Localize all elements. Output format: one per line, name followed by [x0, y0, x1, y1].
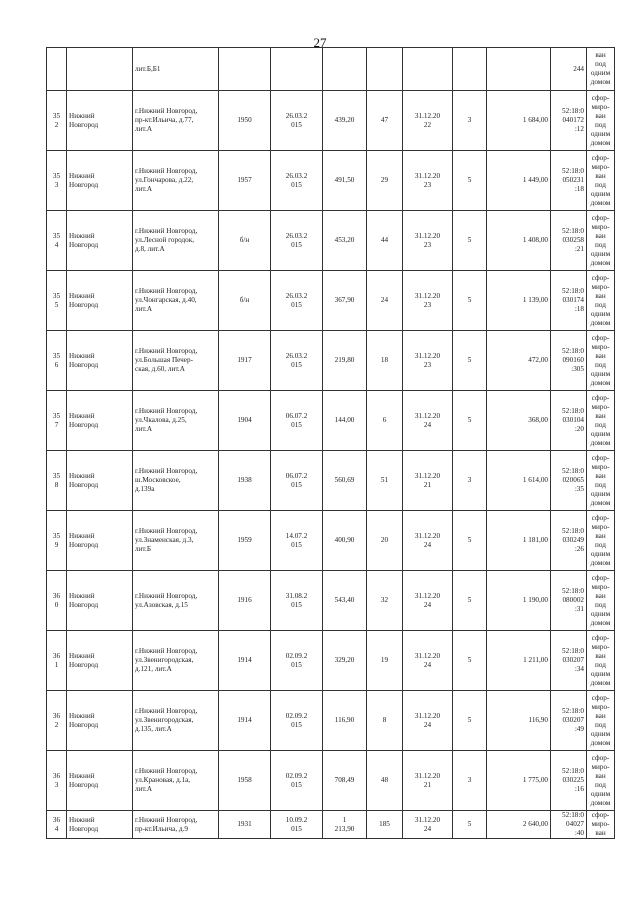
- residents-cell: 24: [367, 271, 403, 331]
- date-cell: 31.08.2 015: [271, 571, 323, 631]
- row-number-cell: 36 4: [47, 811, 67, 839]
- year-cell: 1917: [219, 331, 271, 391]
- stage-cell: 5: [453, 391, 487, 451]
- residents-cell: 29: [367, 151, 403, 211]
- address-cell: г.Нижний Новгород, ул.Знаменская, д.3, лит.Б: [133, 511, 219, 571]
- year-cell: б/н: [219, 271, 271, 331]
- cost-cell: 1 449,00: [487, 151, 551, 211]
- stage-cell: 5: [453, 511, 487, 571]
- cadastral-cell: 52:18:0 030225 :16: [551, 751, 587, 811]
- deadline-cell: 31.12.20 22: [403, 91, 453, 151]
- cadastral-cell: 244: [551, 48, 587, 91]
- address-cell: г.Нижний Новгород, пр-кт.Ильича, д.77, лит.А: [133, 91, 219, 151]
- row-number-cell: 35 7: [47, 391, 67, 451]
- year-cell: 1938: [219, 451, 271, 511]
- city-cell: Нижний Новгород: [67, 691, 133, 751]
- cost-cell: 1 139,00: [487, 271, 551, 331]
- year-cell: 1959: [219, 511, 271, 571]
- year-cell: 1958: [219, 751, 271, 811]
- address-cell: г.Нижний Новгород, ул.Крановая, д.1а, лит.А: [133, 751, 219, 811]
- table-body: [47, 48, 615, 839]
- cadastral-cell: 52:18:0 030207 :49: [551, 691, 587, 751]
- date-cell: 02.09.2 015: [271, 751, 323, 811]
- year-cell: 1931: [219, 811, 271, 839]
- year-cell: 1957: [219, 151, 271, 211]
- deadline-cell: 31.12.20 24: [403, 691, 453, 751]
- stage-cell: 5: [453, 631, 487, 691]
- date-cell: 02.09.2 015: [271, 691, 323, 751]
- note-cell: сфор- миро- ван под одним домом: [587, 451, 615, 511]
- stage-cell: 3: [453, 91, 487, 151]
- residents-cell: 47: [367, 91, 403, 151]
- address-cell: г.Нижний Новгород, ул.Чонгарская, д.40, лит.А: [133, 271, 219, 331]
- cost-cell: 1 614,00: [487, 451, 551, 511]
- cost-cell: 1 190,00: [487, 571, 551, 631]
- row-number-cell: 36 0: [47, 571, 67, 631]
- cost-cell: 2 640,00: [487, 811, 551, 839]
- area-cell: 560,69: [323, 451, 367, 511]
- city-cell: Нижний Новгород: [67, 331, 133, 391]
- table-row: [47, 331, 615, 391]
- city-cell: Нижний Новгород: [67, 451, 133, 511]
- deadline-cell: 31.12.20 21: [403, 451, 453, 511]
- area-cell: 439,20: [323, 91, 367, 151]
- date-cell: 26.03.2 015: [271, 151, 323, 211]
- residents-cell: 44: [367, 211, 403, 271]
- note-cell: ван под одним домом: [587, 48, 615, 91]
- table-row: [47, 391, 615, 451]
- row-number-cell: 35 5: [47, 271, 67, 331]
- note-cell: сфор- миро- ван под одним домом: [587, 391, 615, 451]
- stage-cell: 3: [453, 751, 487, 811]
- residents-cell: 18: [367, 331, 403, 391]
- cadastral-cell: 52:18:0 030258 :21: [551, 211, 587, 271]
- cadastral-cell: 52:18:0 030174 :18: [551, 271, 587, 331]
- table-row: [47, 631, 615, 691]
- area-cell: 491,50: [323, 151, 367, 211]
- area-cell: 219,80: [323, 331, 367, 391]
- cost-cell: 1 408,00: [487, 211, 551, 271]
- city-cell: Нижний Новгород: [67, 511, 133, 571]
- residents-cell: 51: [367, 451, 403, 511]
- note-cell: сфор- миро- ван под одним домом: [587, 331, 615, 391]
- stage-cell: 5: [453, 571, 487, 631]
- residents-cell: 185: [367, 811, 403, 839]
- city-cell: Нижний Новгород: [67, 751, 133, 811]
- row-number-cell: 36 1: [47, 631, 67, 691]
- city-cell: Нижний Новгород: [67, 91, 133, 151]
- table-row: [47, 91, 615, 151]
- address-cell: лит.Б,Б1: [133, 48, 219, 91]
- date-cell: 06.07.2 015: [271, 451, 323, 511]
- cadastral-cell: 52:18:0 030207 :34: [551, 631, 587, 691]
- row-number-cell: 35 4: [47, 211, 67, 271]
- deadline-cell: 31.12.20 24: [403, 631, 453, 691]
- date-cell: 06.07.2 015: [271, 391, 323, 451]
- cost-cell: 1 181,00: [487, 511, 551, 571]
- date-cell: 26.03.2 015: [271, 331, 323, 391]
- deadline-cell: 31.12.20 24: [403, 511, 453, 571]
- date-cell: 14.07.2 015: [271, 511, 323, 571]
- cadastral-cell: 52:18:0 030104 :20: [551, 391, 587, 451]
- table-row: [47, 211, 615, 271]
- city-cell: Нижний Новгород: [67, 631, 133, 691]
- stage-cell: 5: [453, 151, 487, 211]
- date-cell: 10.09.2 015: [271, 811, 323, 839]
- row-number-cell: 36 2: [47, 691, 67, 751]
- page-number: 27: [313, 35, 327, 50]
- note-cell: сфор- миро- ван под одним домом: [587, 151, 615, 211]
- row-number-cell: 35 8: [47, 451, 67, 511]
- row-number-cell: 35 2: [47, 91, 67, 151]
- note-cell: сфор- миро- ван под одним домом: [587, 211, 615, 271]
- note-cell: сфор- миро- ван под одним домом: [587, 511, 615, 571]
- deadline-cell: 31.12.20 24: [403, 811, 453, 839]
- stage-cell: 5: [453, 811, 487, 839]
- row-number-cell: 36 3: [47, 751, 67, 811]
- date-cell: 26.03.2 015: [271, 91, 323, 151]
- note-cell: сфор- миро- ван под одним домом: [587, 271, 615, 331]
- residents-cell: 19: [367, 631, 403, 691]
- city-cell: Нижний Новгород: [67, 391, 133, 451]
- address-cell: г.Нижний Новгород, ул.Лесной городок, д.8, лит.А: [133, 211, 219, 271]
- year-cell: 1914: [219, 691, 271, 751]
- table-row: [47, 151, 615, 211]
- residents-cell: 20: [367, 511, 403, 571]
- city-cell: Нижний Новгород: [67, 211, 133, 271]
- deadline-cell: 31.12.20 23: [403, 271, 453, 331]
- residents-cell: 6: [367, 391, 403, 451]
- table-row: [47, 811, 615, 839]
- address-cell: г.Нижний Новгород, пр-кт.Ильича, д.9: [133, 811, 219, 839]
- address-cell: г.Нижний Новгород, ул.Азовская, д.15: [133, 571, 219, 631]
- stage-cell: 5: [453, 691, 487, 751]
- residents-cell: 32: [367, 571, 403, 631]
- area-cell: 1 213,90: [323, 811, 367, 839]
- city-cell: Нижний Новгород: [67, 151, 133, 211]
- stage-cell: 5: [453, 211, 487, 271]
- address-cell: г.Нижний Новгород, ул.Гончарова, д.22, лит.А: [133, 151, 219, 211]
- deadline-cell: 31.12.20 21: [403, 751, 453, 811]
- cadastral-cell: 52:18:0 020065 :35: [551, 451, 587, 511]
- city-cell: Нижний Новгород: [67, 571, 133, 631]
- area-cell: 400,90: [323, 511, 367, 571]
- city-cell: Нижний Новгород: [67, 271, 133, 331]
- stage-cell: 5: [453, 271, 487, 331]
- cadastral-cell: 52:18:0 030249 :26: [551, 511, 587, 571]
- address-cell: г.Нижний Новгород, ул.Большая Печер- ская, д.60, лит.А: [133, 331, 219, 391]
- area-cell: 453,20: [323, 211, 367, 271]
- year-cell: б/н: [219, 211, 271, 271]
- cadastral-cell: 52:18:0 080002 :31: [551, 571, 587, 631]
- note-cell: сфор- миро- ван под одним домом: [587, 631, 615, 691]
- deadline-cell: 31.12.20 23: [403, 331, 453, 391]
- cadastral-cell: 52:18:0 050231 :18: [551, 151, 587, 211]
- area-cell: 367,90: [323, 271, 367, 331]
- year-cell: 1950: [219, 91, 271, 151]
- city-cell: Нижний Новгород: [67, 811, 133, 839]
- note-cell: сфор- миро- ван под одним домом: [587, 751, 615, 811]
- cost-cell: 1 211,00: [487, 631, 551, 691]
- cost-cell: 1 684,00: [487, 91, 551, 151]
- note-cell: сфор- миро- ван под одним домом: [587, 571, 615, 631]
- area-cell: 144,00: [323, 391, 367, 451]
- address-cell: г.Нижний Новгород, ул.Звенигородская, д.135, лит.А: [133, 691, 219, 751]
- registry-table: [46, 47, 615, 839]
- table-row: [47, 271, 615, 331]
- stage-cell: 3: [453, 451, 487, 511]
- area-cell: 543,40: [323, 571, 367, 631]
- address-cell: г.Нижний Новгород, ул.Чкалова, д.25, лит.А: [133, 391, 219, 451]
- deadline-cell: 31.12.20 24: [403, 391, 453, 451]
- address-cell: г.Нижний Новгород, ул.Звенигородская, д.121, лит.А: [133, 631, 219, 691]
- cadastral-cell: 52:18:0 040172 :12: [551, 91, 587, 151]
- area-cell: 329,20: [323, 631, 367, 691]
- area-cell: 116,90: [323, 691, 367, 751]
- deadline-cell: 31.12.20 23: [403, 151, 453, 211]
- year-cell: 1904: [219, 391, 271, 451]
- date-cell: 26.03.2 015: [271, 211, 323, 271]
- cadastral-cell: 52:18:0 04027 :40: [551, 811, 587, 839]
- cost-cell: 1 775,00: [487, 751, 551, 811]
- date-cell: 02.09.2 015: [271, 631, 323, 691]
- table-row: [47, 751, 615, 811]
- cost-cell: 368,00: [487, 391, 551, 451]
- cost-cell: 472,00: [487, 331, 551, 391]
- residents-cell: 48: [367, 751, 403, 811]
- address-cell: г.Нижний Новгород, ш.Московское, д.139а: [133, 451, 219, 511]
- year-cell: 1914: [219, 631, 271, 691]
- stage-cell: 5: [453, 331, 487, 391]
- deadline-cell: 31.12.20 24: [403, 571, 453, 631]
- table-row: [47, 511, 615, 571]
- year-cell: 1916: [219, 571, 271, 631]
- date-cell: 26.03.2 015: [271, 271, 323, 331]
- note-cell: сфор- миро- ван: [587, 811, 615, 839]
- note-cell: сфор- миро- ван под одним домом: [587, 91, 615, 151]
- deadline-cell: 31.12.20 23: [403, 211, 453, 271]
- residents-cell: 8: [367, 691, 403, 751]
- row-number-cell: 35 9: [47, 511, 67, 571]
- row-number-cell: 35 6: [47, 331, 67, 391]
- table-row-continuation: [47, 48, 615, 91]
- table-row: [47, 691, 615, 751]
- cadastral-cell: 52:18:0 090160 :305: [551, 331, 587, 391]
- table-row: [47, 451, 615, 511]
- cost-cell: 116,90: [487, 691, 551, 751]
- row-number-cell: 35 3: [47, 151, 67, 211]
- area-cell: 708,49: [323, 751, 367, 811]
- note-cell: сфор- миро- ван под одним домом: [587, 691, 615, 751]
- table-row: [47, 571, 615, 631]
